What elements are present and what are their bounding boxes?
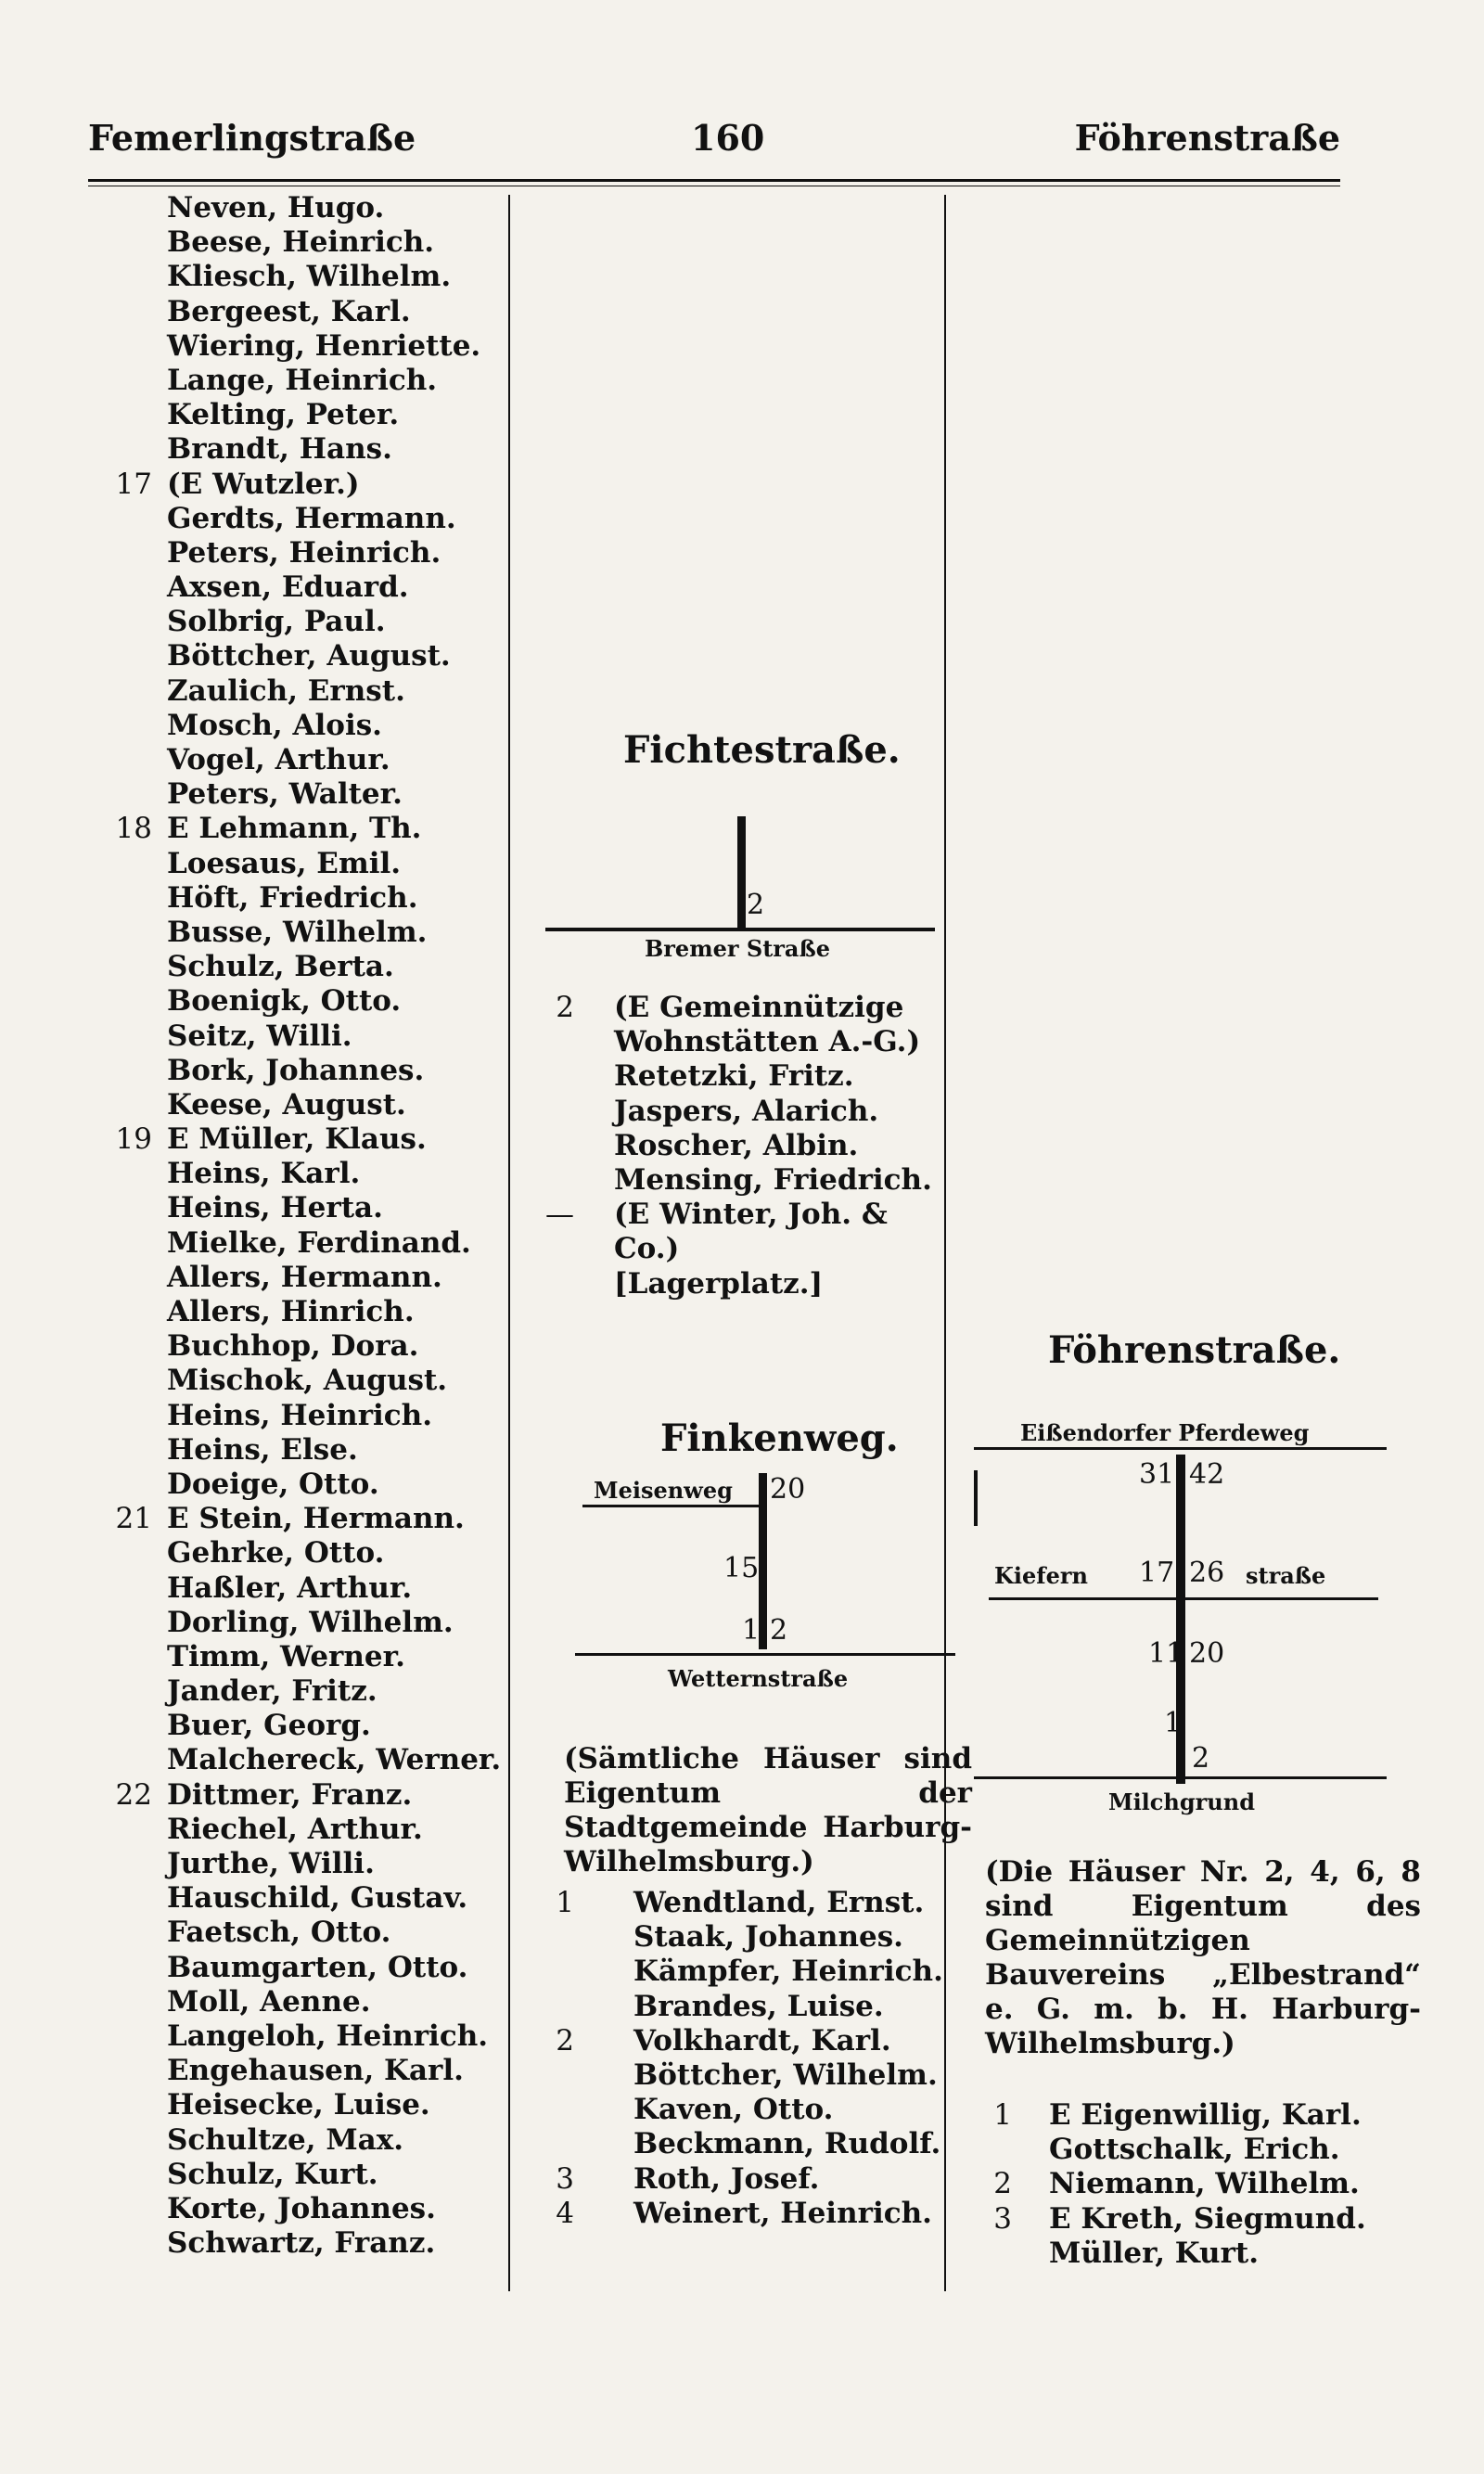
- resident-name: Roscher, Albin.: [614, 1128, 859, 1162]
- finken-n-mid: 15: [723, 1552, 760, 1584]
- finken-heading: Finkenweg.: [660, 1416, 899, 1460]
- resident-name: Engehausen, Karl.: [167, 2054, 464, 2088]
- house-number: 3: [993, 2201, 1012, 2236]
- resident-name: Höft, Friedrich.: [167, 880, 418, 915]
- list-item: [93, 812, 505, 846]
- list-item: [93, 1226, 505, 1261]
- pferdeweg-line: [974, 1447, 1387, 1450]
- list-item: [93, 1536, 505, 1570]
- resident-name: Beckmann, Rudolf.: [633, 2127, 941, 2161]
- foehren-n-mid-right: 26: [1189, 1557, 1225, 1589]
- fichte-street-line: [737, 816, 746, 928]
- resident-name: E Lehmann, Th.: [167, 812, 422, 846]
- list-item: [93, 1399, 505, 1433]
- resident-name: Solbrig, Paul.: [167, 605, 386, 639]
- list-item: [93, 2123, 505, 2158]
- resident-name: Boenigk, Otto.: [167, 984, 402, 1019]
- header-right-street: Föhrenstraße: [1074, 117, 1340, 159]
- kiefernstrasse-left-label: Kiefern: [994, 1562, 1088, 1589]
- list-item: [93, 674, 505, 709]
- list-item: [515, 991, 941, 1025]
- finken-n-top: 20: [770, 1473, 806, 1506]
- page-number: 160: [691, 117, 765, 159]
- list-item: [93, 950, 505, 984]
- list-item: [93, 881, 505, 916]
- list-item: [93, 1329, 505, 1364]
- resident-name: Neven, Hugo.: [167, 191, 385, 224]
- house-number: 22: [115, 1777, 152, 1812]
- list-item: [93, 1468, 505, 1502]
- list-item: [515, 2197, 941, 2231]
- list-item: [93, 1951, 505, 1985]
- list-item: [93, 1881, 505, 1916]
- resident-name: E Müller, Klaus.: [167, 1122, 427, 1157]
- foehren-note: (Die Häuser Nr. 2, 4, 6, 8 sind Eigentum des Gemeinnützigen Bauvereins „Elbestrand“ e. G. m. b. H. Harburg-Wilhelmsburg.): [985, 1855, 1421, 2060]
- kiefernstrasse-line: [989, 1597, 1378, 1600]
- resident-name: Lange, Heinrich.: [167, 363, 438, 397]
- list-item: [93, 1191, 505, 1225]
- foehren-n-bot-left: 1: [1164, 1707, 1183, 1739]
- resident-name: Moll, Aenne.: [167, 1984, 371, 2019]
- resident-name: Busse, Wilhelm.: [167, 915, 428, 949]
- resident-name: Peters, Heinrich.: [167, 535, 441, 570]
- list-item: [951, 2098, 1470, 2133]
- resident-name: Wiering, Henriette.: [167, 328, 481, 363]
- resident-name: Böttcher, August.: [167, 639, 451, 673]
- resident-name: Wohnstätten A.-G.): [614, 1025, 921, 1059]
- wetternstrasse-label: Wetternstraße: [668, 1665, 849, 1692]
- fichte-house-number: 2: [747, 889, 765, 921]
- resident-name: Weinert, Heinrich.: [633, 2196, 932, 2230]
- resident-name: Axsen, Eduard.: [167, 570, 409, 605]
- resident-name: Roth, Josef.: [633, 2161, 820, 2196]
- foehren-heading: Föhrenstraße.: [1048, 1328, 1341, 1372]
- fichte-heading: Fichtestraße.: [623, 728, 901, 772]
- resident-name: Co.): [614, 1232, 680, 1266]
- resident-name: Allers, Hermann.: [167, 1260, 442, 1294]
- list-item: [515, 1232, 941, 1266]
- list-item: [93, 1502, 505, 1536]
- foehren-n-low-right: 20: [1189, 1637, 1225, 1670]
- house-number: 1: [993, 2098, 1012, 2132]
- resident-name: Seitz, Willi.: [167, 1019, 352, 1053]
- resident-name: Kelting, Peter.: [167, 398, 400, 432]
- list-item: [93, 1778, 505, 1813]
- list-item: [951, 2237, 1470, 2271]
- bremer-street-label: Bremer Straße: [645, 935, 830, 962]
- list-item: [93, 1916, 505, 1950]
- resident-name: Buchhop, Dora.: [167, 1329, 419, 1364]
- list-item: [93, 2226, 505, 2261]
- resident-name: Böttcher, Wilhelm.: [633, 2057, 938, 2092]
- list-item: [93, 1813, 505, 1847]
- resident-name: Brandes, Luise.: [633, 1989, 884, 2023]
- resident-name: Dorling, Wilhelm.: [167, 1605, 454, 1639]
- list-item: [93, 639, 505, 673]
- list-item: [93, 2054, 505, 2088]
- list-item: [93, 1364, 505, 1398]
- resident-name: Gottschalk, Erich.: [1049, 2133, 1340, 2167]
- resident-name: Jander, Fritz.: [167, 1674, 377, 1709]
- list-item: [93, 2192, 505, 2226]
- list-item: [515, 1955, 941, 1989]
- resident-name: Schulz, Kurt.: [167, 2157, 378, 2191]
- resident-name: Retetzki, Fritz.: [614, 1059, 854, 1094]
- resident-name: Brandt, Hans.: [167, 432, 392, 467]
- list-item: [93, 743, 505, 777]
- house-number: 19: [115, 1122, 152, 1157]
- house-number: 4: [556, 2196, 574, 2230]
- resident-name: Mischok, August.: [167, 1364, 448, 1398]
- list-item: [93, 984, 505, 1019]
- header-rule: [88, 179, 1340, 182]
- list-item: [93, 709, 505, 743]
- meisenweg-line: [582, 1505, 759, 1507]
- list-item: [93, 1709, 505, 1743]
- resident-name: Allers, Hinrich.: [167, 1295, 415, 1328]
- list-item: [951, 2202, 1470, 2237]
- list-item: [93, 536, 505, 570]
- list-item: [515, 1886, 941, 1920]
- resident-name: E Stein, Hermann.: [167, 1502, 465, 1536]
- page-header: [88, 109, 1340, 174]
- resident-name: E Kreth, Siegmund.: [1049, 2201, 1366, 2236]
- finken-note: (Sämtliche Häuser sind Eigentum der Stadtgemeinde Harburg-Wilhelmsburg.): [564, 1742, 972, 1878]
- wetternstrasse-line: [575, 1653, 955, 1656]
- list-item: [515, 1129, 941, 1163]
- resident-name: Heins, Herta.: [167, 1191, 383, 1225]
- house-number: 3: [556, 2161, 574, 2196]
- list-item: [93, 1088, 505, 1122]
- foehren-n-low-left: 11: [1148, 1637, 1184, 1670]
- list-item: [93, 1433, 505, 1468]
- list-item: [515, 1059, 941, 1094]
- list-item: [515, 2058, 941, 2093]
- foehren-n-top-left: 31: [1139, 1458, 1175, 1491]
- milchgrund-label: Milchgrund: [1108, 1788, 1255, 1815]
- list-item: [515, 2024, 941, 2058]
- resident-name: Zaulich, Ernst.: [167, 673, 405, 708]
- resident-name: (E Winter, Joh. &: [614, 1198, 888, 1232]
- list-item: [93, 1674, 505, 1709]
- list-item: [93, 502, 505, 536]
- list-item: [93, 329, 505, 364]
- list-item: [951, 2133, 1470, 2167]
- list-item: [515, 1990, 941, 2024]
- house-number: 1: [556, 1886, 574, 1919]
- resident-name: Doeige, Otto.: [167, 1467, 379, 1501]
- resident-name: Volkhardt, Karl.: [633, 2023, 891, 2057]
- list-item: [93, 1295, 505, 1329]
- resident-name: Bork, Johannes.: [167, 1053, 425, 1087]
- resident-name: Loesaus, Emil.: [167, 846, 402, 880]
- resident-name: Bergeest, Karl.: [167, 294, 411, 328]
- list-item: [93, 2088, 505, 2122]
- resident-name: Vogel, Arthur.: [167, 743, 390, 776]
- foehren-n-bot-right: 2: [1192, 1742, 1210, 1775]
- resident-name: Niemann, Wilhelm.: [1049, 2167, 1360, 2201]
- meisenweg-label: Meisenweg: [594, 1477, 733, 1504]
- resident-name: Faetsch, Otto.: [167, 1916, 391, 1950]
- finken-n-bot-right: 2: [770, 1614, 788, 1647]
- resident-name: Mielke, Ferdinand.: [167, 1225, 471, 1260]
- list-item: [515, 2162, 941, 2197]
- resident-name: Schultze, Max.: [167, 2122, 404, 2157]
- resident-name: Dittmer, Franz.: [167, 1777, 413, 1812]
- list-item: [93, 398, 505, 432]
- resident-name: Malchereck, Werner.: [167, 1743, 502, 1777]
- list-item: [93, 260, 505, 294]
- resident-name: Langeloh, Heinrich.: [167, 2019, 489, 2053]
- list-item: [93, 1571, 505, 1606]
- house-number: 2: [993, 2167, 1012, 2201]
- list-item: [951, 2167, 1470, 2201]
- resident-name: Keese, August.: [167, 1087, 406, 1122]
- foehren-n-mid-left: 17: [1139, 1557, 1175, 1589]
- list-item: [93, 605, 505, 639]
- list-item: [93, 1985, 505, 2019]
- list-item: [515, 1198, 941, 1232]
- list-item: [93, 847, 505, 881]
- house-number: 17: [115, 467, 152, 501]
- list-item: [93, 1157, 505, 1191]
- list-item: [93, 916, 505, 950]
- list-item: [515, 1267, 941, 1301]
- resident-name: Heins, Heinrich.: [167, 1398, 433, 1432]
- list-item: [93, 2158, 505, 2192]
- list-item: [93, 468, 505, 502]
- resident-name: Jaspers, Alarich.: [614, 1094, 879, 1128]
- list-item: [93, 2019, 505, 2054]
- list-item: [93, 777, 505, 812]
- pferdeweg-label: Eißendorfer Pferdeweg: [1020, 1419, 1310, 1446]
- resident-name: Hauschild, Gustav.: [167, 1881, 468, 1916]
- resident-name: Gerdts, Hermann.: [167, 501, 456, 535]
- list-item: [93, 1019, 505, 1054]
- house-number: 21: [115, 1502, 152, 1536]
- finken-street-line: [759, 1473, 767, 1649]
- resident-name: Müller, Kurt.: [1049, 2236, 1260, 2270]
- foehren-n-top-right: 42: [1189, 1458, 1225, 1491]
- list-item: [515, 1025, 941, 1059]
- resident-name: Schulz, Berta.: [167, 950, 394, 984]
- list-item: [93, 295, 505, 329]
- resident-name: Korte, Johannes.: [167, 2191, 436, 2225]
- resident-name: Buer, Georg.: [167, 1709, 371, 1743]
- resident-name: Schwartz, Franz.: [167, 2226, 436, 2261]
- resident-name: Kämpfer, Heinrich.: [633, 1955, 943, 1989]
- resident-name: Mosch, Alois.: [167, 708, 382, 742]
- milchgrund-line: [974, 1776, 1387, 1779]
- house-number: 18: [115, 812, 152, 846]
- resident-name: Kliesch, Wilhelm.: [167, 260, 452, 294]
- column-divider: [508, 195, 510, 2291]
- header-left-street: Femerlingstraße: [88, 117, 416, 159]
- list-item: [93, 1847, 505, 1881]
- list-item: [515, 1095, 941, 1129]
- list-item: [515, 2093, 941, 2127]
- list-item: [93, 191, 505, 225]
- resident-name: Heisecke, Luise.: [167, 2088, 430, 2122]
- resident-name: Gehrke, Otto.: [167, 1536, 385, 1570]
- list-item: [93, 225, 505, 260]
- resident-name: Heins, Else.: [167, 1432, 358, 1467]
- list-item: [93, 432, 505, 467]
- resident-name: Mensing, Friedrich.: [614, 1162, 932, 1197]
- house-number: —: [545, 1198, 574, 1232]
- resident-name: E Eigenwillig, Karl.: [1049, 2098, 1362, 2132]
- resident-name: (E Wutzler.): [167, 467, 360, 501]
- resident-name: Heins, Karl.: [167, 1157, 361, 1191]
- resident-name: Riechel, Arthur.: [167, 1812, 423, 1846]
- foehren-street-line-left: [974, 1470, 978, 1526]
- resident-name: Peters, Walter.: [167, 777, 403, 812]
- resident-name: Baumgarten, Otto.: [167, 1950, 468, 1984]
- resident-name: Wendtland, Ernst.: [633, 1886, 925, 1919]
- list-item: [93, 1261, 505, 1295]
- bremer-street-line: [545, 928, 935, 931]
- list-item: [93, 1606, 505, 1640]
- column-divider: [944, 195, 946, 2291]
- finken-n-bot-left: 1: [742, 1614, 761, 1647]
- house-number: 2: [556, 2023, 574, 2057]
- house-number: 2: [556, 991, 574, 1024]
- list-item: [93, 1640, 505, 1674]
- resident-name: Timm, Werner.: [167, 1639, 405, 1673]
- list-item: [93, 1122, 505, 1157]
- list-item: [515, 2127, 941, 2161]
- list-item: [515, 1163, 941, 1198]
- list-item: [515, 1920, 941, 1955]
- resident-name: Kaven, Otto.: [633, 2093, 834, 2127]
- list-item: [93, 364, 505, 398]
- column-1: [93, 191, 505, 2261]
- list-item: [93, 570, 505, 605]
- resident-name: Haßler, Arthur.: [167, 1570, 413, 1605]
- resident-name: [Lagerplatz.]: [614, 1266, 824, 1301]
- resident-name: Staak, Johannes.: [633, 1920, 903, 1955]
- resident-name: (E Gemeinnützige: [614, 991, 904, 1024]
- resident-name: Beese, Heinrich.: [167, 225, 435, 260]
- finken-entries: [515, 1886, 941, 2231]
- foehren-entries: [951, 2098, 1470, 2271]
- list-item: [93, 1054, 505, 1088]
- fichte-entries: [515, 991, 941, 1301]
- resident-name: Jurthe, Willi.: [167, 1847, 375, 1880]
- kiefernstrasse-right-label: straße: [1246, 1562, 1326, 1589]
- list-item: [93, 1743, 505, 1777]
